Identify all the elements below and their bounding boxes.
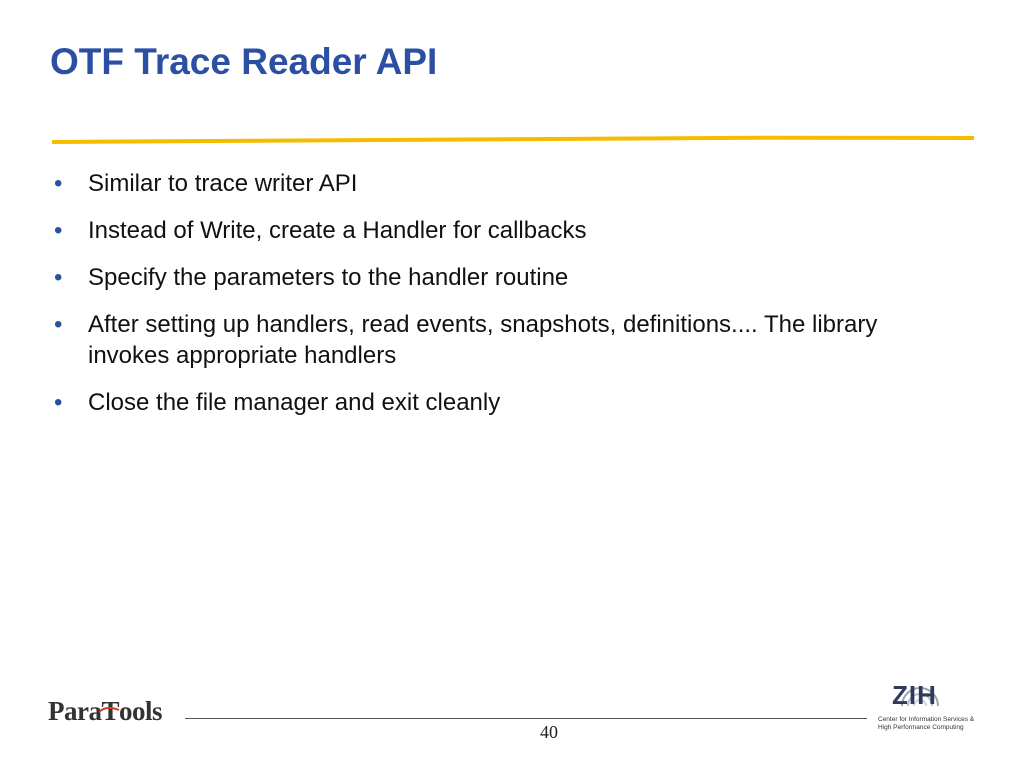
bullet-list	[50, 168, 950, 434]
bullet-item	[50, 262, 950, 293]
bullet-text: Instead of Write, create a Handler for callbacks	[88, 217, 587, 244]
page-number: 40	[540, 722, 558, 742]
footer-divider	[185, 718, 867, 719]
title-underline	[52, 0, 974, 150]
bullet-text: Specify the parameters to the handler routine	[88, 264, 569, 291]
zih-logo	[872, 676, 984, 738]
bullet-marker: •	[54, 217, 63, 244]
bullet-item	[50, 215, 950, 246]
bullet-item	[50, 168, 950, 199]
bullet-text: Similar to trace writer API	[88, 170, 358, 197]
logo-swoosh-icon	[98, 706, 120, 714]
bullet-text: Close the file manager and exit cleanly	[88, 389, 501, 416]
logo-letter-t: T	[101, 696, 119, 726]
bullet-item	[50, 309, 950, 371]
paratools-logo	[48, 696, 162, 727]
logo-text-ools: ools	[119, 696, 163, 726]
zih-caption-line1: Center for Information Services &	[878, 716, 975, 723]
bullet-text: After setting up handlers, read events, snapshots, definitions.... The library invokes appropriate handlers	[88, 311, 878, 369]
bullet-item	[50, 387, 950, 418]
bullet-marker: •	[54, 389, 63, 416]
zih-caption-line2: High Performance Computing	[878, 724, 964, 731]
zih-logo-text: ZIH	[892, 680, 937, 710]
logo-text-para: Para	[48, 696, 102, 726]
bullet-marker: •	[54, 264, 63, 291]
bullet-marker: •	[54, 170, 63, 197]
logo-text-t	[101, 696, 119, 727]
zih-caption	[878, 716, 974, 732]
bullet-marker: •	[54, 311, 63, 338]
slide-title: OTF Trace Reader API	[50, 41, 438, 82]
